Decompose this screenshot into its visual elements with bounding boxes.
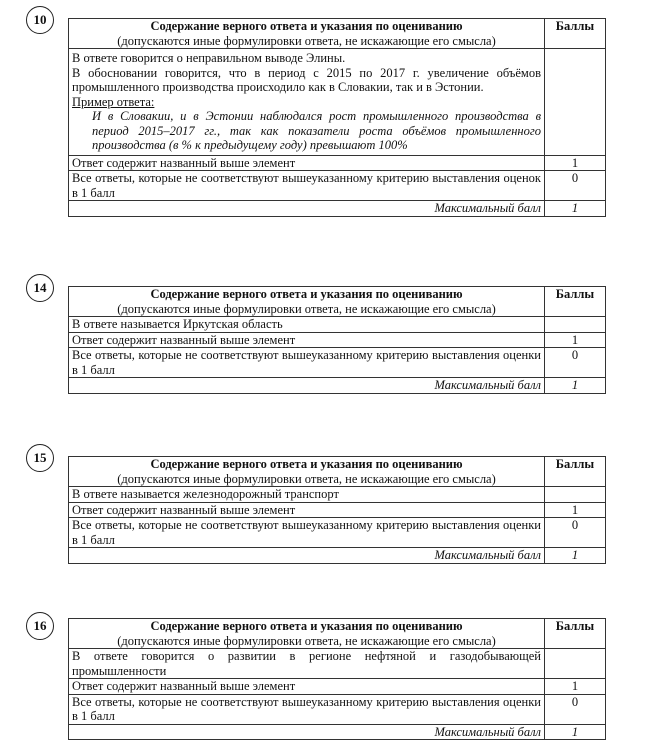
table-header bbox=[69, 19, 545, 49]
criterion-text: Все ответы, которые не соответствуют вышеуказанному критерию выставления оценки в 1 балл bbox=[69, 518, 545, 548]
answer-content: В ответе называется железнодорожный транспорт bbox=[69, 487, 545, 503]
score-value: 1 bbox=[545, 679, 606, 695]
score-column-header: Баллы bbox=[545, 19, 606, 49]
criterion-text: Все ответы, которые не соответствуют вышеуказанному критерию выставления оценки в 1 балл bbox=[69, 348, 545, 378]
criteria-table bbox=[68, 18, 606, 217]
header-subtitle: (допускаются иные формулировки ответа, не искажающие его смысла) bbox=[117, 33, 496, 48]
criterion-text: Ответ содержит названный выше элемент bbox=[69, 679, 545, 695]
score-value: 0 bbox=[545, 171, 606, 201]
header-subtitle: (допускаются иные формулировки ответа, не искажающие его смысла) bbox=[117, 633, 496, 648]
criterion-text: Ответ содержит названный выше элемент bbox=[69, 502, 545, 518]
score-value: 0 bbox=[545, 694, 606, 724]
score-value: 0 bbox=[545, 518, 606, 548]
example-title: Пример ответа: bbox=[72, 94, 155, 109]
max-score-label: Максимальный балл bbox=[69, 378, 545, 394]
score-cell bbox=[545, 49, 606, 156]
table-header bbox=[69, 457, 545, 487]
answer-content: В ответе говорится о развитии в регионе нефтяной и газодобывающей промышленности bbox=[69, 649, 545, 679]
criterion-text: Ответ содержит названный выше элемент bbox=[69, 155, 545, 171]
max-score-value: 1 bbox=[545, 548, 606, 564]
criterion-text: Ответ содержит названный выше элемент bbox=[69, 332, 545, 348]
score-cell bbox=[545, 649, 606, 679]
answer-justification: В обосновании говорится, что в период с 2015 по 2017 г. увеличение объёмов промышленного производства происходило как в Словакии, так и в Эстонии. bbox=[72, 65, 541, 94]
question-number-badge: 14 bbox=[26, 274, 54, 302]
score-value: 1 bbox=[545, 502, 606, 518]
score-cell bbox=[545, 317, 606, 333]
criterion-text: Все ответы, которые не соответствуют вышеуказанному критерию выставления оценки в 1 балл bbox=[69, 694, 545, 724]
answer-content bbox=[69, 49, 545, 156]
max-score-value: 1 bbox=[545, 724, 606, 740]
header-title: Содержание верного ответа и указания по оцениванию bbox=[150, 19, 463, 33]
question-number-badge: 15 bbox=[26, 444, 54, 472]
table-header bbox=[69, 619, 545, 649]
header-subtitle: (допускаются иные формулировки ответа, не искажающие его смысла) bbox=[117, 471, 496, 486]
answer-content: В ответе называется Иркутская область bbox=[69, 317, 545, 333]
criteria-table bbox=[68, 286, 606, 394]
header-title: Содержание верного ответа и указания по оцениванию bbox=[150, 619, 463, 633]
score-column-header: Баллы bbox=[545, 287, 606, 317]
score-cell bbox=[545, 487, 606, 503]
score-value: 1 bbox=[545, 332, 606, 348]
question-number-badge: 10 bbox=[26, 6, 54, 34]
header-title: Содержание верного ответа и указания по оцениванию bbox=[150, 457, 463, 471]
header-subtitle: (допускаются иные формулировки ответа, не искажающие его смысла) bbox=[117, 301, 496, 316]
max-score-value: 1 bbox=[545, 201, 606, 217]
max-score-label: Максимальный балл bbox=[69, 548, 545, 564]
max-score-value: 1 bbox=[545, 378, 606, 394]
score-column-header: Баллы bbox=[545, 457, 606, 487]
max-score-label: Максимальный балл bbox=[69, 724, 545, 740]
criteria-table bbox=[68, 456, 606, 564]
max-score-label: Максимальный балл bbox=[69, 201, 545, 217]
answer-line: В ответе говорится о неправильном выводе Элины. bbox=[72, 51, 346, 65]
score-value: 0 bbox=[545, 348, 606, 378]
criteria-table bbox=[68, 618, 606, 740]
table-header bbox=[69, 287, 545, 317]
example-text: И в Словакии, и в Эстонии наблюдался рост промышленного производства в период 2015–2017 гг., так как показатели роста объёмов промышленного производства (в % к предыдущему году) превышают 100% bbox=[92, 109, 541, 152]
criterion-text: Все ответы, которые не соответствуют вышеуказанному критерию выставления оценок в 1 балл bbox=[69, 171, 545, 201]
question-number-badge: 16 bbox=[26, 612, 54, 640]
score-column-header: Баллы bbox=[545, 619, 606, 649]
score-value: 1 bbox=[545, 155, 606, 171]
header-title: Содержание верного ответа и указания по оцениванию bbox=[150, 287, 463, 301]
